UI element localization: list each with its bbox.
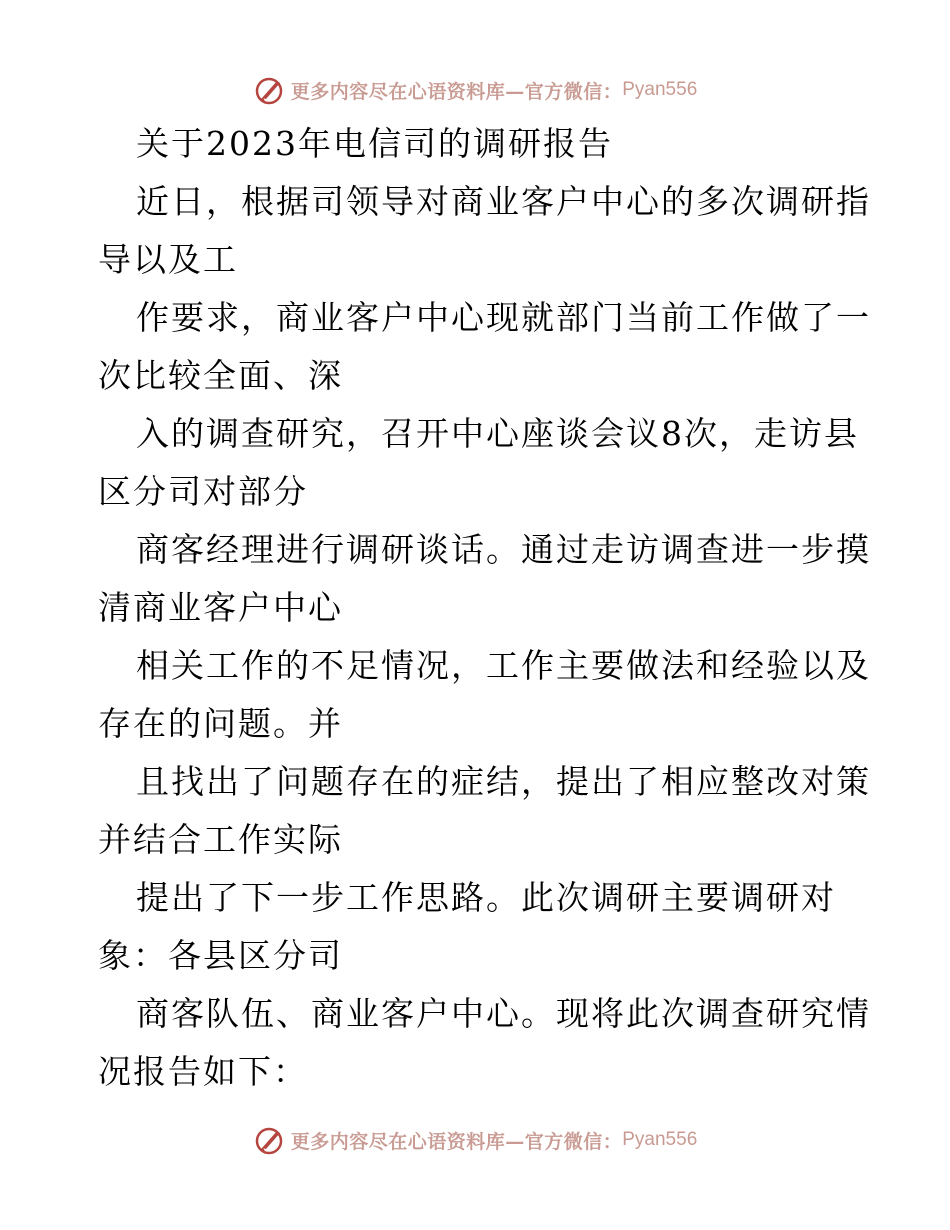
- paragraph-line: 且找出了问题存在的症结，提出了相应整改对策: [136, 762, 871, 801]
- paragraph-line: 并结合工作实际: [98, 820, 343, 859]
- paragraph-line: 象：各县区分司: [98, 936, 343, 975]
- paragraph-line: 相关工作的不足情况，工作主要做法和经验以及: [136, 646, 871, 685]
- paragraph-line: 近日，根据司领导对商业客户中心的多次调研指: [136, 182, 871, 221]
- paragraph-line: 清商业客户中心: [98, 588, 343, 627]
- banner-contact: Pyan556: [622, 79, 698, 100]
- paragraph-line: 作要求，商业客户中心现就部门当前工作做了一: [136, 298, 871, 337]
- paragraph-line: 区分司对部分: [98, 472, 308, 511]
- banner-text: 更多内容尽在心语资料库—官方微信：: [290, 1130, 623, 1153]
- paragraph-line: 入的调查研究，召开中心座谈会议8次，走访县: [136, 414, 859, 453]
- banner-contact: Pyan556: [622, 1129, 698, 1150]
- quill-pen-logo-icon: [253, 74, 285, 106]
- paragraph-line: 提出了下一步工作思路。此次调研主要调研对: [136, 878, 836, 917]
- paragraph-line: 导以及工: [98, 240, 238, 279]
- paragraph-line: 存在的问题。并: [98, 704, 343, 743]
- paragraph-line: 况报告如下：: [98, 1052, 308, 1091]
- banner-text: 更多内容尽在心语资料库—官方微信：: [290, 80, 623, 103]
- paragraph-line: 商客经理进行调研谈话。通过走访调查进一步摸: [136, 530, 871, 569]
- header-banner: [0, 70, 950, 110]
- quill-pen-logo-icon: [253, 1124, 285, 1156]
- footer-banner: [0, 1120, 950, 1160]
- paragraph-line: 商客队伍、商业客户中心。现将此次调查研究情: [136, 994, 871, 1033]
- document-body: [98, 115, 871, 1101]
- document-title: 关于2023年电信司的调研报告: [136, 124, 613, 163]
- paragraph-line: 次比较全面、深: [98, 356, 343, 395]
